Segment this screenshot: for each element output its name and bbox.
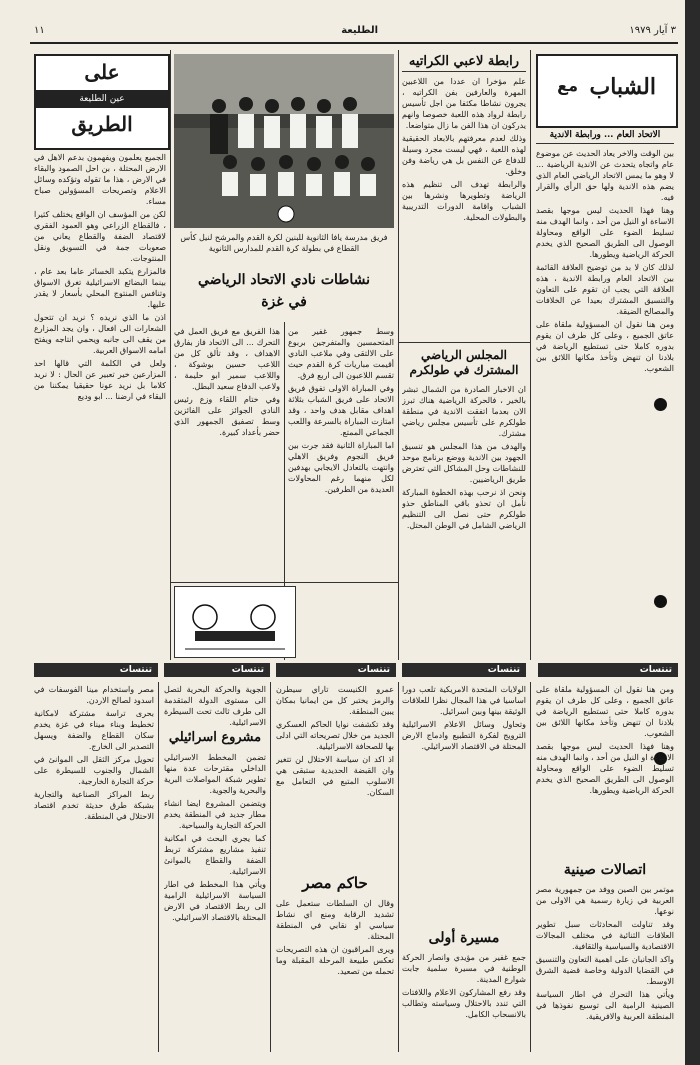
paragraph: علم مؤخرا ان عددا من اللاعبين المهرة والعارفين بفن الكراتيه ، يجرون نشاطا مكثفا من اجل تأسيس رابطة لرواد هذه اللعبة خصوصا وانهم يدركون ان هذا الفن ما زال متواضعا. (402, 77, 526, 130)
council-title: المجلس الرياضي المشترك في طولكرم (409, 348, 519, 377)
paragraph: وقد تكشفت نوايا الحاكم العسكري الجديد من خلال تصريحاته التي ادلى بها للصحافة الاسرائيلية. (276, 720, 394, 751)
cartoon (174, 586, 296, 658)
paragraph: الولايات المتحدة الامريكية تلعب دورا اساسيا في هذا المجال نظرا للعلاقات الوثيقة بينها وبين اسرائيل. (402, 685, 526, 716)
cartoon-illustration (175, 587, 295, 657)
paragraph: ولعل في الكلمة التي قالها احد المزارعين خير تعبير عن الحال : لا نريد كلاما بل نريد عونا حقيقيا يمكننا من البقاء في ارضنا ... ابو وديع (34, 359, 166, 401)
paragraph: ان الاخبار الصادرة من الشمال تبشر بالخير ، فالحركة الرياضية هناك تبرز الان بعدما اتفقت الاندية في منطقة طولكرم على تأسيس مجلس رياضي مشترك. (402, 385, 526, 438)
paragraph: ويأتي هذا المخطط في اطار السياسة الاسرائيلية الرامية الى ربط الاقتصاد في الارض المحتلة بالاقتصاد الاسرائيلي. (164, 880, 266, 922)
gaza-title: نشاطات نادي الاتحاد الرياضي (197, 272, 371, 288)
march-article (402, 952, 526, 1050)
paragraph: تضمن المخطط الاسرائيلي الداخلي مقترحات عدة منها تطوير شبكة المواصلات البرية والبحرية والجوية. (164, 753, 266, 795)
us-article (402, 684, 526, 926)
band-tanatsat: تنتسات (34, 663, 158, 677)
paragraph: وهنا فهذا الحديث ليس موجها بقصد الاساءة او النيل من أحد ، وانما الهدف منه تسليط الضوء على الواقع ومحاولة الوصول الى الطريق الصحيح الذي يخدم الحركة الرياضية ويطورها. (536, 206, 674, 259)
karate-title: رابطة لاعبي الكراتيه (402, 54, 526, 72)
gaza-article-col1 (288, 326, 394, 578)
paragraph: عمرو الكنيست تاراي سيطرن والرمز يختبر كل من ايمانيا بمكان يبين المنطقة. (276, 685, 394, 716)
paragraph: وقد تناولت المحادثات سبل تطوير العلاقات الثنائية في مختلف المجالات الاقتصادية والسياسية والثقافية. (536, 920, 674, 951)
paragraph: تحويل مركز الثقل الى الموانئ في الشمال والجنوب للسيطرة على حركة التجارة الخارجية. (34, 755, 154, 786)
paragraph: هذا الفريق مع فريق العمل في التحرك ... الى الاتحاد فاز بفارق الاهداف ، وقد تألق كل من اللاعب حسين بوشوكة ، واللاعب سمير ابو حليمة ، ولاعب الدفاع سعيد البطل. (174, 327, 280, 391)
gaza-subtitle: في غزة (261, 294, 307, 310)
youth-logo-word: الشباب (589, 74, 656, 100)
governor-article (276, 898, 394, 1050)
paragraph: لكن من المؤسف ان الواقع يختلف كثيرا ، فالقطاع الزراعي وهو العمود الفقري لاقتصاد الضفة والقطاع يعاني من صعوبات جمة في التسويق ونقل المنتوجات. (34, 210, 166, 263)
kiosk-logo-word-2: الطريق (71, 112, 133, 136)
paragraph: كما يجري البحث في امكانية تنفيذ مشاريع مشتركة تربط الضفة والقطاع بالموانئ الاسرائيلية. (164, 834, 266, 876)
project-title: مشروع اسرائيلي (168, 730, 262, 745)
paragraph: وفي المباراة الاولى تفوق فريق الاتحاد على فريق الشباب بثلاثة اهداف مقابل هدف واحد ، وقد امتازت المباراة بالسرعة واللعب الجماعي الممتع. (288, 384, 394, 437)
newspaper-page (30, 22, 678, 1052)
team-photo (174, 54, 394, 228)
issue-date: ٣ آيار ١٩٧٩ (629, 25, 676, 36)
march-title: مسيرة أولى (428, 930, 500, 946)
paragraph: ويتضمن المشروع ايضا انشاء مطار جديد في المنطقة يخدم الحركة التجارية والسياحية. (164, 799, 266, 830)
paragraph: والرابطة تهدف الى تنظيم هذه الرياضة وتطويرها ونشرها بين الشباب واقامة الدورات التدريبية والبطولات المحلية. (402, 180, 526, 222)
youth-logo (536, 54, 678, 128)
paragraph: ربط المراكز الصناعية والتجارية بشبكة طرق حديثة تخدم اقتصاد الاحتلال في المنطقة. (34, 790, 154, 821)
china-title: اتصالات صينية (563, 862, 647, 878)
karate-article (402, 76, 526, 338)
band-tanatsat: تنتسات (276, 663, 396, 677)
china-article (536, 884, 674, 1050)
project-article-top (164, 684, 266, 726)
paragraph: وتحاول وسائل الاعلام الاسرائيلية الترويج لفكرة التطبيع وادماج الارض المحتلة في الاقتصاد الاسرائيلي. (402, 720, 526, 751)
paragraph: ونحن اذ نرحب بهذه الخطوة المباركة نأمل ان تحذو باقي المناطق حذو طولكرم حتى نصل الى التنظيم الرياضي الشامل في الوطن المحتل. (402, 488, 526, 530)
paragraph: جمع غفير من مؤيدي وانصار الحركة الوطنية في مسيرة سلمية جابت شوارع المدينة. (402, 953, 526, 984)
paragraph: والهدف من هذا المجلس هو تنسيق الجهود بين الاندية ووضع برنامج موحد للنشاطات وحل المشاكل التي تعترض طريق الرياضيين. (402, 442, 526, 484)
kiosk-logo-band: عين الطليعة (36, 90, 168, 108)
paragraph: الجوية والحركة البحرية لتصل الى مستوى الدولة المتقدمة الى طرف ثالث تحت السيطرة الاسرائيلية. (164, 685, 266, 726)
youth-logo-prefix: مع (557, 76, 578, 95)
band-tanatsat: تنتسات (538, 663, 678, 677)
paragraph: فالمزارع يتكبد الخسائر عاما بعد عام ، بينما البضائع الاسرائيلية تغرق الاسواق وتنافس المنتوج المحلي بأسعار لا يقدر عليها. (34, 267, 166, 309)
paragraph: اما المباراة الثانية فقد جرت بين فريق النجوم وفريق الاهلي وانتهت بالتعادل الايجابي بهدفين لكل منهما رغم المحاولات العديدة من الطرفين. (288, 441, 394, 494)
page-header (30, 22, 678, 44)
youth-subtitle: الاتحاد العام ... ورابطة الاندية (536, 130, 674, 144)
council-article (402, 384, 526, 656)
paragraph: بحرى تراسة مشتركة لامكانية تخطيط وبناء ميناء في غزة يخدم سكان القطاع والضفة ويسهل التصدير الى الخارج. (34, 709, 154, 751)
paper-name: الطليعة (341, 25, 378, 36)
governor-title: حاكم مصر (302, 874, 368, 892)
page-number: ١١ (34, 25, 45, 36)
paragraph: وفي ختام اللقاء وزع رئيس النادي الجوائز على الفائزين وسط تصفيق الجمهور الذي حضر بأعداد كبيرة. (174, 395, 280, 437)
paragraph: لذلك كان لا بد من توضيح العلاقة القائمة بين الاتحاد العام ورابطة الاندية ، هذه العلاقة التي يجب ان تقوم على التعاون والتنسيق المشترك بعيدا عن الخلافات والمصالح الضيقة. (536, 263, 674, 316)
paragraph: ومن هنا نقول ان المسؤولية ملقاة على عاتق الجميع ، وعلى كل طرف ان يقوم بدوره كاملا حتى تستطيع الرياضة في بلادنا ان تنهض وتأخذ مكانها اللائق بين الشعوب. (536, 685, 674, 738)
band-tanatsat: تنتسات (402, 663, 526, 677)
kiosk-logo (34, 54, 170, 150)
paragraph: ومن هنا نقول ان المسؤولية ملقاة على عاتق الجميع ، وعلى كل طرف ان يقوم بدوره كاملا حتى تستطيع الرياضة في بلادنا ان تنهض وتأخذ مكانها اللائق بين الشعوب. (536, 320, 674, 373)
paragraph: مصر واستخدام مينا الفوسفات في اسدود لصالح الاردن. (34, 685, 154, 705)
project-article (164, 752, 266, 1050)
kiosk-logo-word: على (84, 60, 120, 84)
binder-strip (685, 0, 700, 1065)
team-photo-illustration (174, 54, 394, 228)
youth-article (536, 148, 674, 656)
paragraph: وقد رفع المشاركون الاعلام واللافتات التي تندد بالاحتلال وسياسته وتطالب بالانسحاب الكامل. (402, 988, 526, 1019)
photo-caption: فريق مدرسة يافا الثانوية للبنين لكرة القدم والمرشح لنيل كأس القطاع في بطولة كرة القدم للمدارس الثانوية (180, 233, 388, 253)
paragraph: اذ اكد ان سياسة الاحتلال لن تتغير وان القبضة الحديدية ستبقى هي الاسلوب المتبع في التعامل مع السكان. (276, 755, 394, 797)
paragraph: موتمر بين الصين ووفد من جمهورية مصر العربية في زيارة رسمية هي الاولى من نوعها. (536, 885, 674, 916)
paragraph: وقال ان السلطات ستعمل على تشديد الرقابة ومنع اي نشاط سياسي او نقابي في المنطقة المحتلة. (276, 899, 394, 941)
ports-article (34, 684, 154, 1050)
paragraph: اذن ما الذي نريده ؟ نريد ان تتحول الشعارات الى افعال ، وان يجد المزارع من يقف الى جانبه ويحمي انتاجه ويفتح امامه الاسواق العربية. (34, 313, 166, 355)
paragraph: بين الوقت والاخر يعاد الحديث عن موضوع عام واتجاه يتحدث عن الاندية الرياضية ... لا وهو ما يمس الاتحاد الرياضي العام الذي يضم هذه الاندية ولها حق الرأي والقرار فيه. (536, 149, 674, 202)
paragraph: ويرى المراقبون ان هذه التصريحات تعكس طبيعة المرحلة المقبلة وما تحمله من تصعيد. (276, 945, 394, 976)
paragraph: وسط جمهور غفير من المتحمسين والمتفرجين بربوع على الالتقى وفي ملاعب النادي أقيمت مباريات كرة القدم حيث تقسم اللاعبون الى اربع فرق. (288, 327, 394, 380)
paragraph: واكد الجانبان على اهمية التعاون والتنسيق في القضايا الدولية وخاصة قضية الشرق الاوسط. (536, 955, 674, 986)
band-tanatsat: تنتسات (164, 663, 270, 677)
paragraph: ويأتي هذا التحرك في اطار السياسة الصينية الرامية الى توسيع نفوذها في المنطقة العربية والافريقية. (536, 990, 674, 1021)
paragraph: وهنا فهذا الحديث ليس موجها بقصد الاساءة او النيل من أحد ، وانما الهدف منه تسليط الضوء على الواقع ومحاولة الوصول الى الطريق الصحيح الذي يخدم الحركة الرياضية ويطورها. (536, 742, 674, 795)
youth-article-continued (536, 684, 674, 856)
kiosk-article (34, 152, 166, 656)
paragraph: وذلك لعدم معرفتهم بالابعاد الحقيقية لهذه اللعبة ، فهي ليست مجرد وسيلة للدفاع عن النفس بل هي رياضة وفن وخلق. (402, 134, 526, 176)
gaza-article-col2 (174, 326, 280, 578)
paragraph: الجميع يعلمون ويفهمون بدعم الاهل في الارض المحتلة ، بن احل الصمود والبقاء في الارض ، هذا ما تقوله وتؤكده وسائل الاعلام وتصريحات المسؤولين صباح مساء. (34, 153, 166, 206)
governor-article-top (276, 684, 394, 870)
